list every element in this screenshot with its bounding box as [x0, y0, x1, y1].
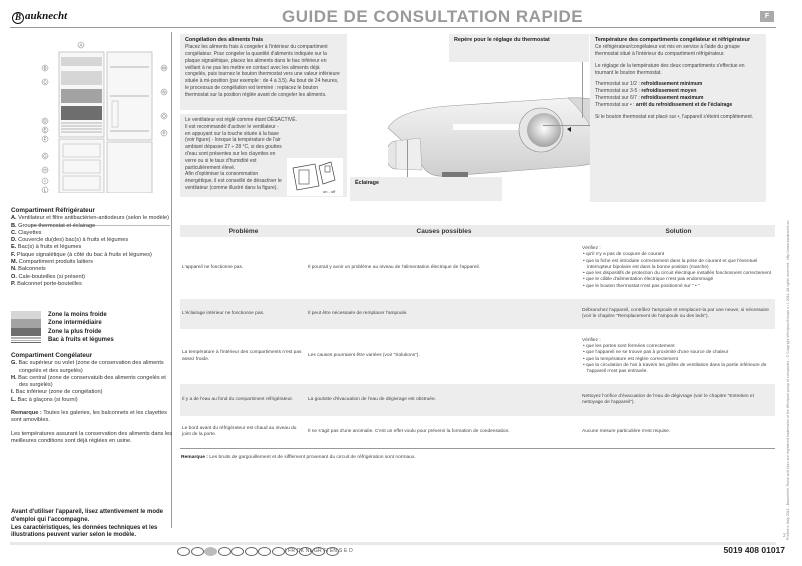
- temperature-zone-legend: [11, 311, 171, 344]
- table-row: L'éclairage intérieur ne fonctionne pas. Il peut être nécessaire de remplacer l'ampoule. Débranchez l'appareil, contrôlez l'ampoule et remplacez-la par une neuve, si nécessaire (voir le chapitre "Remplacement de l'ampoule ou des leds").: [180, 299, 775, 329]
- freezer-compartment-heading: Compartiment Congélateur: [11, 352, 93, 359]
- fridge-compartment-legend: [11, 207, 173, 288]
- thermostat-marker-box: Repère pour le réglage du thermostat: [449, 34, 589, 62]
- fan-info-box: Le ventilateur est réglé comme étant DÉSACTIVÉ. Il est recommandé d'activer le ventilateur - en appuyant sur la touche située à la base (voir figure) - lorsque la température de l'air ambiant dépasse 27 ÷ 28 °C, si des gouttes d'eau sont présentes sur les clayettes en verre ou si le taux d'humidité est particulièrement élevé. Afin d'optimiser la consommation énergétique, il est conseillé de désactiver le ventilateur (comme illustré dans la figure). on - off: [180, 114, 347, 197]
- freezer-compartment-legend: [11, 352, 173, 445]
- svg-text:N: N: [162, 89, 166, 95]
- table-row: Il y a de l'eau au fond du compartiment réfrigérateur. La goulotte d'évacuation de l'eau de dégivrage est obstruée. Nettoyez l'orifice d'évacuation de l'eau de dégivrage (voir le chapitre "Entretien et nettoyage de l'appareil").: [180, 384, 775, 416]
- page-title: GUIDE DE CONSULTATION RAPIDE: [282, 7, 584, 26]
- page-header: [10, 8, 776, 28]
- legend-item: N. Balconnets: [11, 266, 46, 273]
- zone-row: Bac à fruits et légumes: [11, 336, 171, 344]
- svg-text:M: M: [162, 65, 166, 71]
- svg-text:I: I: [44, 178, 46, 184]
- language-circle: [272, 547, 285, 556]
- svg-text:H: H: [43, 167, 47, 173]
- language-codes: I FR DK NL GR FI EN S E D: [285, 548, 353, 554]
- temperature-info-box: Température des compartiments congélateur et réfrigérateur Ce réfrigérateur/congélateur est mis en service à l'aide du groupe thermostat situé à l'intérieur du compartiment réfrigérateur. Le réglage de la température des deux compartiments s'effectue en tournant le bouton thermostat. Thermostat sur 1/2 : refroidissement minimum Thermostat sur 3-5 : refroidissement moyen Thermostat sur 6/7 : refroidissement maximum Thermostat sur • : arrêt du refroidissement et de l'éclairage Si le bouton thermostat est placé sur •, l'appareil s'éteint complètement.: [590, 34, 766, 202]
- language-circle: [191, 547, 204, 556]
- column-header-solution: Solution: [665, 227, 692, 235]
- legend-item: B. Groupe thermostat et éclairage: [11, 222, 96, 229]
- zone-swatch: [11, 311, 41, 319]
- page-number: 2: [783, 533, 786, 539]
- leader-line: [582, 62, 583, 118]
- legend-item: I. Bac inférieur (zone de congélation): [11, 389, 103, 396]
- language-circle: [258, 547, 271, 556]
- legend-item: P. Balconnet porte-bouteilles: [11, 280, 82, 287]
- legend-item: H. Bac central (zone de conservatuib des aliments congelés et des surgelés): [11, 374, 166, 389]
- leader-line: [543, 125, 590, 126]
- svg-text:E: E: [43, 127, 47, 133]
- language-circle: [231, 547, 244, 556]
- zone-swatch: [11, 328, 41, 336]
- svg-text:L: L: [43, 187, 47, 193]
- zone-swatch: [11, 319, 41, 327]
- left-column: [10, 32, 173, 539]
- lighting-box: Éclairage: [350, 177, 502, 201]
- usage-notice: Avant d'utiliser l'appareil, lisez attentivement le mode d'emploi qui l'accompagne. Les caractéristiques, les données techniques et les illustrations peuvent varier selon le modèle.: [11, 509, 164, 539]
- brand-initial: B: [12, 12, 24, 24]
- table-row: Le bord avant du réfrigérateur est chaud au niveau du joint de la porte. Il ne s'agit pas d'une anomalie. C'est un effet voulu pour prévenir la formation de condensation. Aucune mesure particulière n'est requise.: [182, 425, 671, 437]
- remark: Remarque : Toutes les galeries, les balconnets et les clayettes sont amovibles.: [11, 410, 167, 424]
- document-code: 5019 408 01017: [723, 545, 785, 555]
- divider: [10, 542, 176, 545]
- legend-item: A. Ventilateur et filtre antibactérien-antiodeurs (selon le modèle): [11, 215, 169, 222]
- legend-item: C. Clayettes: [11, 229, 42, 236]
- table-row: La température à l'intérieur des compartiments n'est pas assez froide. Les causes pourraient être variées (voir "Solutions"). Vérifiez : • que les portes sont fermées correctement • que l'appareil ne se trouve pas à proximité d'une source de chaleur • que la température est réglée correctement • que la circulation de l'air à travers les grilles de ventilation dans la partie inférieure de l'appareil n'est pas entravée.: [182, 337, 767, 374]
- leader-line: [407, 140, 408, 178]
- language-badge: F: [760, 11, 774, 22]
- column-header-problem: Problème: [228, 227, 259, 235]
- freezing-text: Placez les aliments frais à congeler à l'intérieur du compartiment congélateur. Pour congeler la quantité d'aliments indiquée sur la plaque signalétique, placez les aliments dans le bac inférieur en veillant à ne pas les mettre en contact avec les aliments déjà congelés, puis tournez le bouton thermostat vers une valeur inférieure située à mi-position (par exemple : de 4 à 3,5). Au bout de 24 heures, le processus de congélation est terminé : replacez le bouton thermostat sur la position réglée avant de congeler les aliments.: [185, 44, 340, 98]
- svg-text:O: O: [162, 113, 166, 119]
- thermostat-settings: Thermostat sur 1/2 : refroidissement minimum Thermostat sur 3-5 : refroidissement moyen Thermostat sur 6/7 : refroidissement maximum Thermostat sur • : arrêt du refroidissement et de l'éclairage: [595, 81, 733, 108]
- fan-switch-illustration: [287, 158, 343, 196]
- zone-swatch: [11, 336, 41, 344]
- legend-item: L. Bac à glaçons (si fourni): [11, 396, 78, 403]
- legend-item: M. Compartiment produits laitiers: [11, 259, 94, 266]
- legend-item: D. Couvercle du(des) bac(s) à fruits et légumes: [11, 237, 129, 244]
- freezing-title: Congélation des aliments frais: [185, 37, 264, 43]
- column-header-causes: Causes possibles: [416, 227, 472, 235]
- svg-text:F: F: [43, 136, 47, 142]
- language-circle: [218, 547, 231, 556]
- brand-name: auknecht: [25, 10, 68, 22]
- fridge-compartment-heading: Compartiment Réfrigérateur: [11, 207, 95, 214]
- svg-text:on - off: on - off: [323, 189, 336, 194]
- zone-row: Zone la plus froide: [11, 328, 171, 336]
- fridge-diagram: [28, 38, 173, 193]
- divider: [176, 542, 776, 545]
- noise-remark: Remarque : Les bruits de gargouillement et de sifflement provenant du circuit de réfrigération sont normaux.: [181, 455, 416, 460]
- legend-item: E. Bac(s) à fruits et légumes: [11, 244, 82, 251]
- zone-row: Zone la moins froide: [11, 311, 171, 319]
- svg-text:C: C: [43, 79, 47, 85]
- svg-text:G: G: [43, 153, 47, 159]
- svg-text:P: P: [162, 130, 166, 136]
- svg-text:B: B: [43, 65, 47, 71]
- zone-row: Zone intermédiaire: [11, 319, 171, 327]
- freezing-info-box: [180, 34, 347, 110]
- table-row: L'appareil ne fonctionne pas. Il pourrait y avoir un problème au niveau de l'alimentation électrique de l'appareil. Vérifiez : • qu'il n'y a pas de coupure de courant • que la fiche est introduite correctement dans la prise de courant et que l'éventuel interrupteur bipolaire est dans la bonne position (marche) • que les dispositifs de protection du circuit électrique installés fonctionnent correctement • que le câble d'alimentation électrique n'est pas endommagé • que le bouton thermostat n'est pas positionné sur " • ": [182, 246, 772, 289]
- language-circle: [177, 547, 190, 556]
- svg-text:D: D: [43, 118, 47, 124]
- copyright-notice: Printed in Italy 2011 - Bauknecht, Rulse and Upro are registered trademarks of the Whirlpool group of companies - © Copyright Whirlpool Europe s.r.l. 2011. All rights reserved - http://www.bauknecht.eu: [786, 220, 790, 540]
- table-header: [180, 225, 775, 237]
- language-circle-active: [204, 547, 217, 556]
- svg-text:A: A: [79, 42, 83, 48]
- troubleshooting-table: [180, 225, 775, 449]
- brand-logo: [12, 10, 67, 24]
- legend-item: O. Cale-bouteilles (si présent): [11, 273, 86, 280]
- divider: [180, 448, 775, 449]
- language-circle: [245, 547, 258, 556]
- legend-item: F. Plaque signalétique (à côté du bac à fruits et légumes): [11, 251, 152, 258]
- temperature-note: Les températures assurant la conservation des aliments dans les meilleures conditions sont déjà réglées en usine.: [11, 430, 173, 444]
- legend-item: G. Bac supérieur ou volet (zone de conservation des aliments congelés et des surgelés): [11, 360, 164, 374]
